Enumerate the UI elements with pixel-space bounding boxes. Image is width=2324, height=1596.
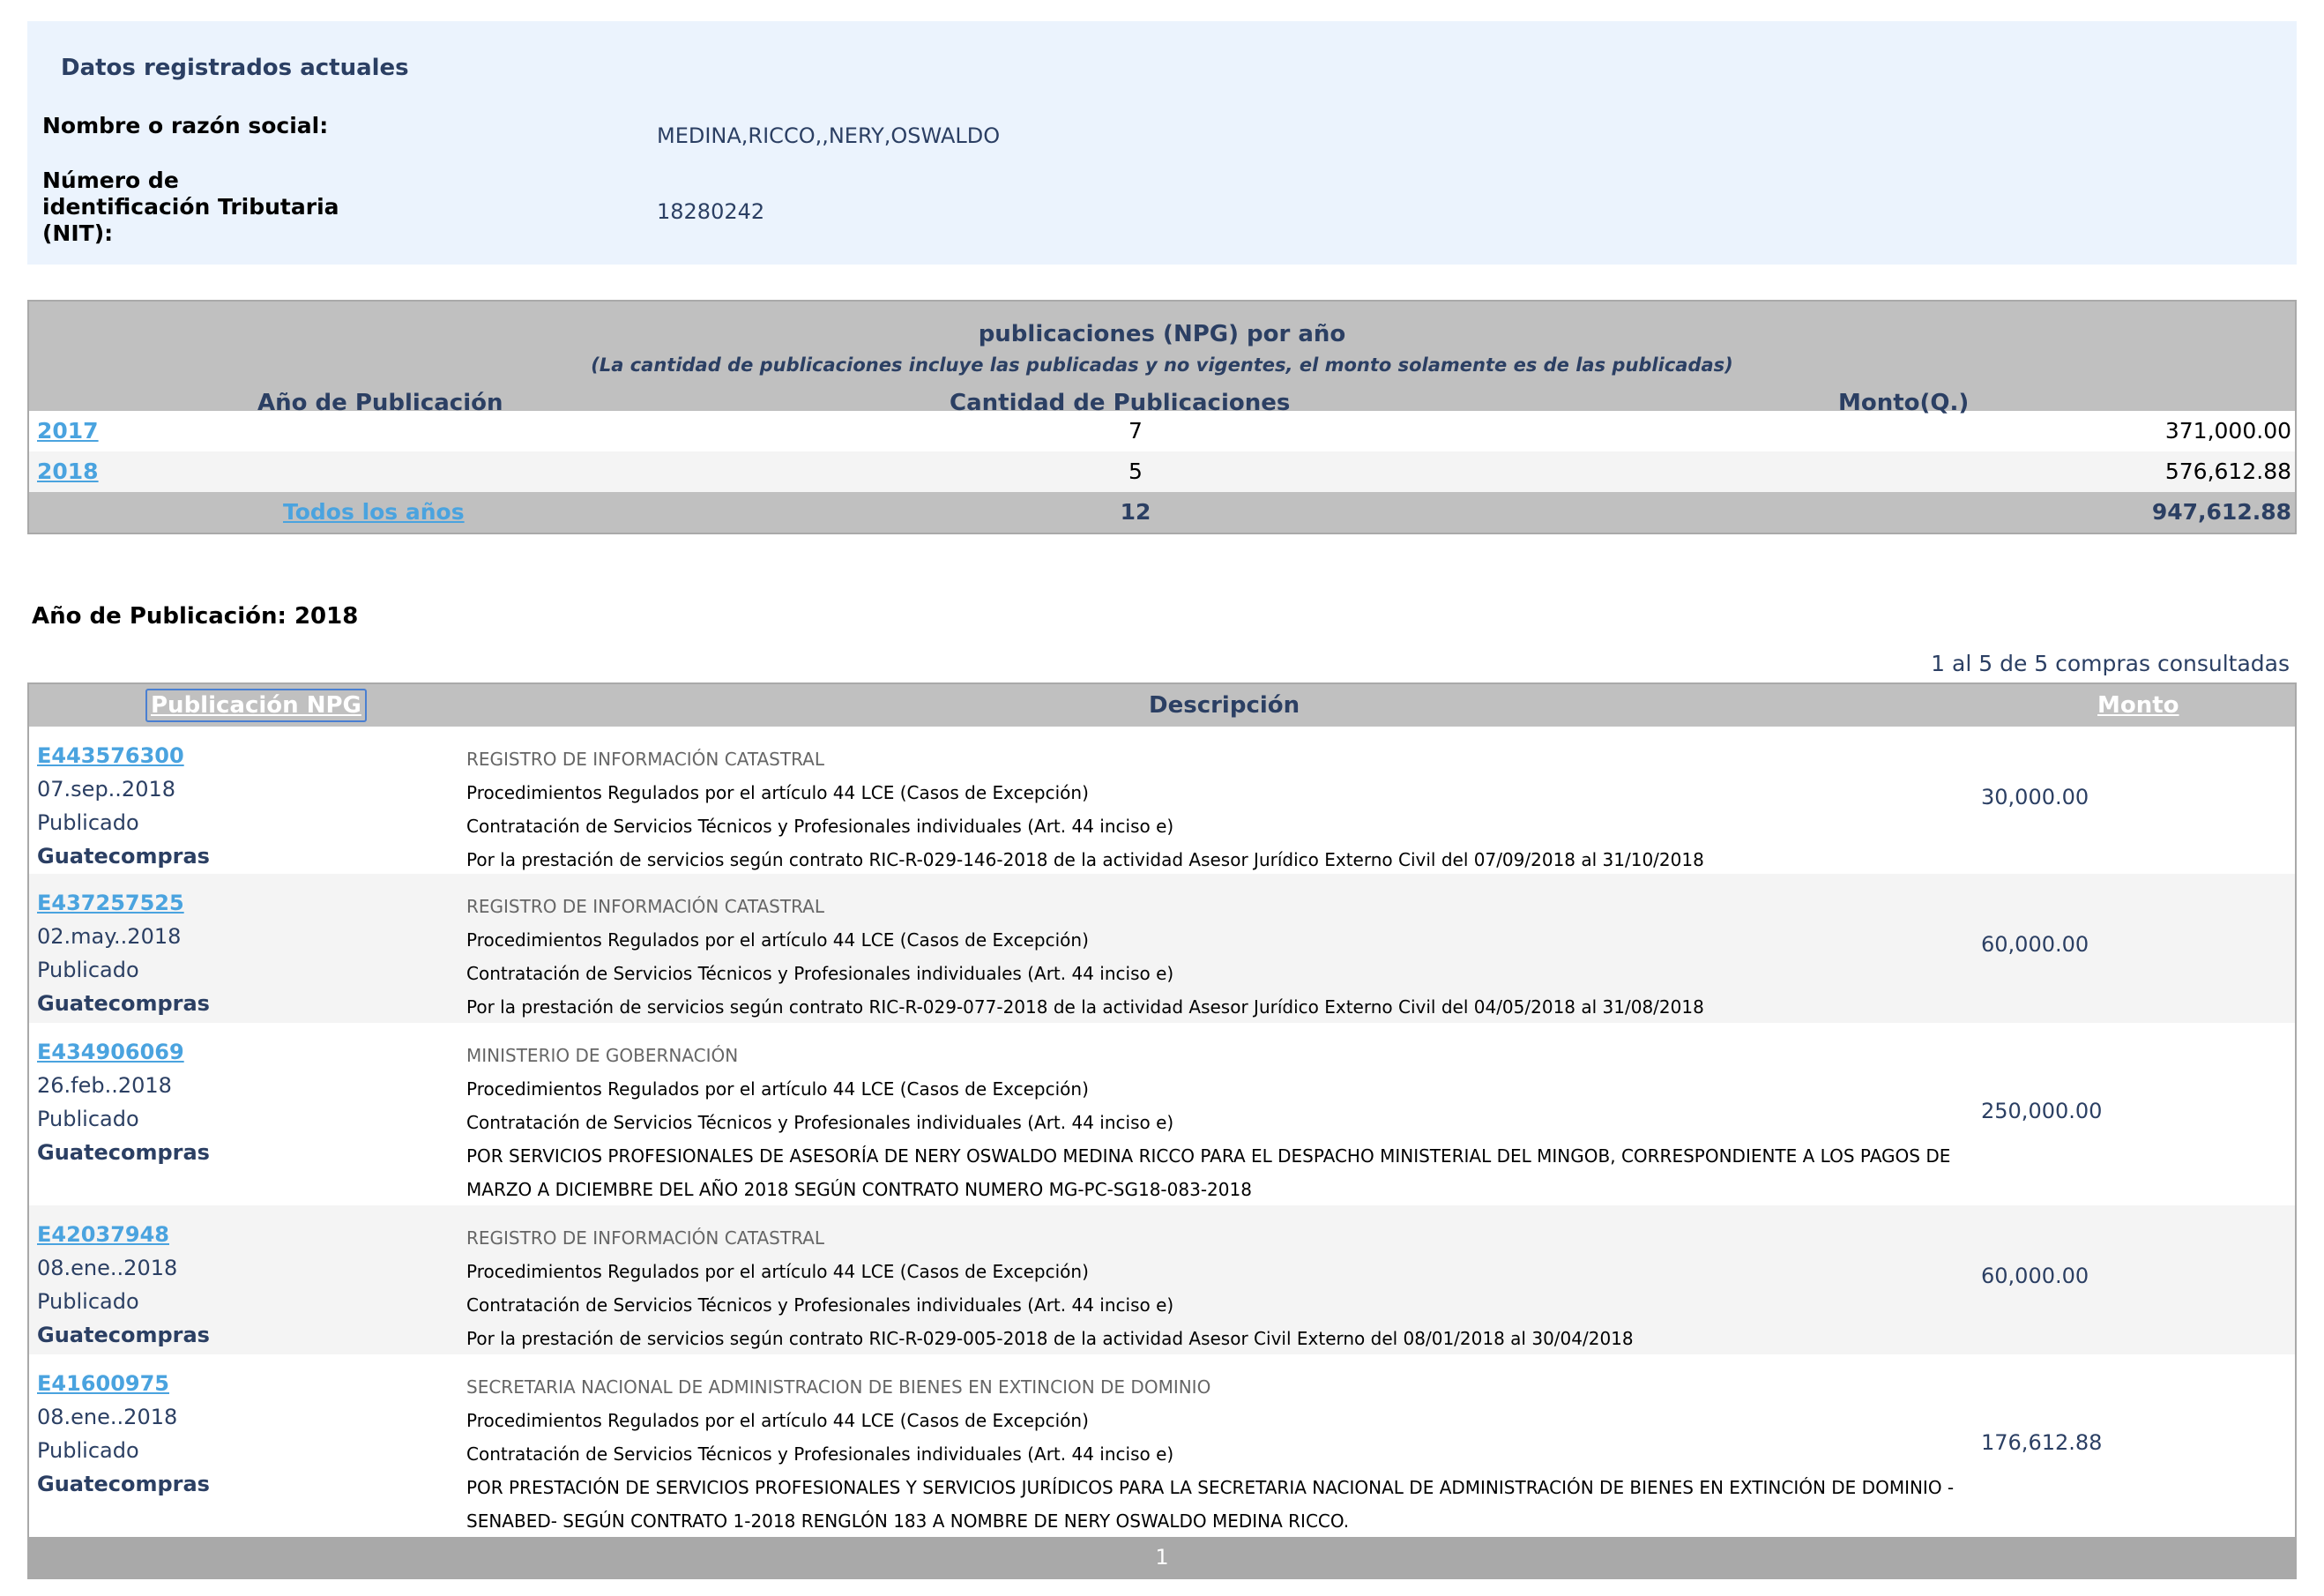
row-status: Publicado — [37, 1438, 139, 1463]
summary-total-row — [29, 492, 2295, 533]
row-category: Contratación de Servicios Técnicos y Profesionales individuales (Art. 44 inciso e) — [466, 1294, 1174, 1316]
row-source: Guatecompras — [37, 991, 210, 1016]
row-description — [466, 1370, 1992, 1538]
row-amount: 60,000.00 — [1981, 932, 2089, 957]
col-amount-header: Monto(Q.) — [1838, 390, 1970, 416]
table-row — [29, 1023, 2295, 1205]
row-modality: Procedimientos Regulados por el artículo 44 LCE (Casos de Excepción) — [466, 782, 1089, 803]
row-date: 02.may..2018 — [37, 924, 182, 949]
nit-value: 18280242 — [657, 199, 765, 224]
sort-npg-link[interactable]: Publicación NPG — [145, 689, 367, 722]
nit-label — [42, 168, 339, 247]
row-detail: POR PRESTACIÓN DE SERVICIOS PROFESIONALES Y SERVICIOS JURÍDICOS PARA LA SECRETARIA NACIONAL DE ADMINISTRACIÓN DE BIENES EN EXTINCIÓN DE DOMINIO - — [466, 1477, 1955, 1498]
row-status: Publicado — [37, 810, 139, 835]
summary-row — [29, 451, 2295, 492]
row-meta — [37, 1367, 210, 1501]
name-value: MEDINA,RICCO,,NERY,OSWALDO — [657, 123, 1001, 148]
row-detail: POR SERVICIOS PROFESIONALES DE ASESORÍA DE NERY OSWALDO MEDINA RICCO PARA EL DESPACHO MINISTERIAL DEL MINGOB, CORRESPONDIENTE A LOS PAGOS DE — [466, 1145, 1951, 1167]
nit-label-line: identificación Tributaria — [42, 194, 339, 220]
pagination-bar — [29, 1537, 2295, 1577]
registered-data-title: Datos registrados actuales — [61, 55, 409, 81]
row-entity: REGISTRO DE INFORMACIÓN CATASTRAL — [466, 896, 825, 917]
table-row — [29, 727, 2295, 874]
total-amount: 947,612.88 — [2151, 499, 2291, 525]
year-link-2018[interactable]: 2018 — [37, 459, 99, 484]
row-entity: MINISTERIO DE GOBERNACIÓN — [466, 1045, 739, 1066]
row-meta — [37, 1218, 210, 1352]
row-modality: Procedimientos Regulados por el artículo 44 LCE (Casos de Excepción) — [466, 1410, 1089, 1431]
npg-link[interactable]: E437257525 — [37, 891, 184, 915]
col-description-header: Descripción — [1149, 692, 1300, 719]
col-count-header: Cantidad de Publicaciones — [950, 390, 1291, 416]
summary-title: publicaciones (NPG) por año — [978, 321, 1346, 347]
year-count: 7 — [1128, 418, 1143, 444]
row-date: 26.feb..2018 — [37, 1073, 172, 1098]
row-date: 07.sep..2018 — [37, 777, 176, 802]
year-section-heading: Año de Publicación: 2018 — [32, 603, 359, 630]
table-row — [29, 1205, 2295, 1354]
row-amount: 30,000.00 — [1981, 785, 2089, 809]
row-date: 08.ene..2018 — [37, 1256, 178, 1280]
year-amount: 371,000.00 — [2164, 418, 2291, 444]
page-number[interactable]: 1 — [1155, 1545, 1169, 1570]
npg-link[interactable]: E41600975 — [37, 1371, 169, 1396]
row-modality: Procedimientos Regulados por el artículo 44 LCE (Casos de Excepción) — [466, 929, 1089, 951]
row-amount: 176,612.88 — [1981, 1430, 2103, 1455]
sort-amount-link[interactable]: Monto — [2097, 692, 2179, 719]
row-entity: SECRETARIA NACIONAL DE ADMINISTRACION DE BIENES EN EXTINCION DE DOMINIO — [466, 1376, 1211, 1398]
row-source: Guatecompras — [37, 844, 210, 869]
year-count: 5 — [1128, 459, 1143, 484]
row-amount: 250,000.00 — [1981, 1099, 2103, 1123]
col-year-header: Año de Publicación — [257, 390, 503, 416]
row-entity: REGISTRO DE INFORMACIÓN CATASTRAL — [466, 749, 825, 770]
summary-header — [29, 302, 2295, 416]
result-count: 1 al 5 de 5 compras consultadas — [1931, 651, 2290, 676]
name-label: Nombre o razón social: — [42, 113, 329, 138]
row-status: Publicado — [37, 1289, 139, 1314]
row-modality: Procedimientos Regulados por el artículo 44 LCE (Casos de Excepción) — [466, 1261, 1089, 1282]
table-row — [29, 874, 2295, 1023]
page-container — [27, 21, 2297, 1570]
row-category: Contratación de Servicios Técnicos y Profesionales individuales (Art. 44 inciso e) — [466, 1112, 1174, 1133]
row-source: Guatecompras — [37, 1323, 210, 1347]
table-row — [29, 1354, 2295, 1537]
row-category: Contratación de Servicios Técnicos y Profesionales individuales (Art. 44 inciso e) — [466, 963, 1174, 984]
row-status: Publicado — [37, 1107, 139, 1131]
row-detail: Por la prestación de servicios según contrato RIC-R-029-077-2018 de la actividad Asesor Jurídico Externo Civil del 04/05/2018 al 31/08/2018 — [466, 996, 1704, 1018]
summary-row — [29, 411, 2295, 451]
row-description — [466, 1039, 1992, 1206]
row-description — [466, 890, 1992, 1024]
row-detail-continued: SENABED- SEGÚN CONTRATO 1-2018 RENGLÓN 183 A NOMBRE DE NERY OSWALDO MEDINA RICCO. — [466, 1510, 1350, 1532]
row-detail-continued: MARZO A DICIEMBRE DEL AÑO 2018 SEGÚN CONTRATO NUMERO MG-PC-SG18-083-2018 — [466, 1179, 1252, 1200]
row-modality: Procedimientos Regulados por el artículo 44 LCE (Casos de Excepción) — [466, 1078, 1089, 1100]
npg-link[interactable]: E434906069 — [37, 1040, 184, 1064]
nit-label-line: (NIT): — [42, 220, 114, 246]
row-source: Guatecompras — [37, 1140, 210, 1165]
row-status: Publicado — [37, 958, 139, 982]
row-description — [466, 1221, 1992, 1355]
row-date: 08.ene..2018 — [37, 1405, 178, 1429]
row-source: Guatecompras — [37, 1472, 210, 1496]
registered-data-panel — [27, 21, 2297, 265]
purchases-table-header — [29, 684, 2295, 727]
all-years-link[interactable]: Todos los años — [283, 499, 465, 525]
nit-label-line: Número de — [42, 168, 179, 193]
year-link-2017[interactable]: 2017 — [37, 418, 99, 444]
npg-link[interactable]: E443576300 — [37, 743, 184, 768]
summary-note: (La cantidad de publicaciones incluye las publicadas y no vigentes, el monto solamente es de las publicadas) — [591, 354, 1733, 376]
row-detail: Por la prestación de servicios según contrato RIC-R-029-146-2018 de la actividad Asesor Jurídico Externo Civil del 07/09/2018 al 31/10/2018 — [466, 849, 1704, 870]
row-meta — [37, 1035, 210, 1169]
row-category: Contratación de Servicios Técnicos y Profesionales individuales (Art. 44 inciso e) — [466, 1443, 1174, 1465]
row-amount: 60,000.00 — [1981, 1264, 2089, 1288]
npg-link[interactable]: E42037948 — [37, 1222, 169, 1247]
total-count: 12 — [1120, 499, 1151, 525]
purchases-table — [27, 682, 2297, 1579]
publications-by-year-table — [27, 300, 2297, 534]
row-meta — [37, 739, 210, 873]
row-detail: Por la prestación de servicios según contrato RIC-R-029-005-2018 de la actividad Asesor Civil Externo del 08/01/2018 al 30/04/2018 — [466, 1328, 1634, 1349]
row-entity: REGISTRO DE INFORMACIÓN CATASTRAL — [466, 1227, 825, 1249]
row-meta — [37, 886, 210, 1020]
row-description — [466, 742, 1992, 876]
year-amount: 576,612.88 — [2164, 459, 2291, 484]
row-category: Contratación de Servicios Técnicos y Profesionales individuales (Art. 44 inciso e) — [466, 816, 1174, 837]
